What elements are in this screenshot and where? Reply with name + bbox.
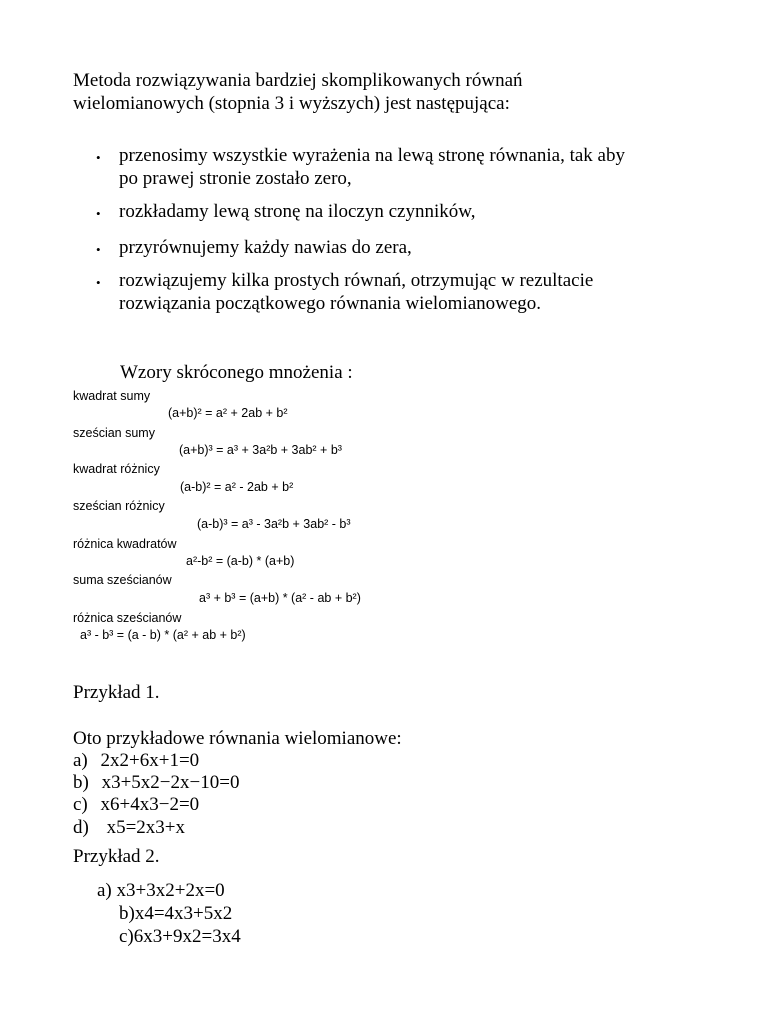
list-item	[119, 144, 625, 190]
bullet-icon: •	[96, 275, 101, 290]
bullet-icon: •	[96, 206, 101, 221]
equation-line	[73, 772, 239, 794]
equation-expression: 2x2+6x+1=0	[100, 750, 200, 771]
formula-name: suma sześcianów	[73, 573, 172, 587]
list-item-line: rozkładamy lewą stronę na iloczyn czynników,	[119, 201, 476, 222]
equation-line	[73, 817, 185, 839]
list-item	[119, 236, 412, 259]
formula-expression: (a-b)³ = a³ - 3a²b + 3ab² - b³	[197, 517, 351, 531]
formula-name: sześcian różnicy	[73, 499, 165, 513]
equation-line: b)x4=4x3+5x2	[119, 903, 233, 924]
equation-label: d)	[73, 817, 89, 838]
equation-label: a)	[73, 750, 88, 771]
formulas-title: Wzory skróconego mnożenia :	[120, 362, 353, 383]
formula-name: kwadrat różnicy	[73, 462, 160, 476]
equation-line	[73, 794, 199, 816]
formula-expression: (a+b)² = a² + 2ab + b²	[168, 406, 288, 420]
formula-expression: a³ + b³ = (a+b) * (a² - ab + b²)	[199, 591, 361, 605]
bullet-icon: •	[96, 242, 101, 257]
intro-line-1: Metoda rozwiązywania bardziej skomplikowanych równań	[73, 70, 523, 91]
formula-name: sześcian sumy	[73, 426, 155, 440]
equation-line: a) x3+3x2+2x=0	[97, 880, 225, 901]
formula-name: różnica kwadratów	[73, 537, 177, 551]
intro-line-2: wielomianowych (stopnia 3 i wyższych) jest następująca:	[73, 93, 510, 114]
example-1-subtitle: Oto przykładowe równania wielomianowe:	[73, 728, 402, 749]
equation-label: b)	[73, 772, 89, 793]
example-1-title: Przykład 1.	[73, 682, 160, 703]
list-item-line: po prawej stronie zostało zero,	[119, 168, 352, 189]
formula-expression: (a-b)² = a² - 2ab + b²	[180, 480, 294, 494]
list-item-line: przenosimy wszystkie wyrażenia na lewą stronę równania, tak aby	[119, 145, 625, 166]
list-item-line: przyrównujemy każdy nawias do zera,	[119, 237, 412, 258]
formula-expression: a²-b² = (a-b) * (a+b)	[186, 554, 295, 568]
bullet-icon: •	[96, 150, 101, 165]
equation-expression: x5=2x3+x	[106, 817, 186, 838]
intro-paragraph	[73, 69, 523, 115]
example-2-title: Przykład 2.	[73, 846, 160, 867]
equation-expression: x6+4x3−2=0	[100, 794, 200, 815]
formula-name: kwadrat sumy	[73, 389, 151, 403]
list-item-line: rozwiązujemy kilka prostych równań, otrzymując w rezultacie	[119, 270, 594, 291]
equation-expression: x3+5x2−2x−10=0	[101, 772, 240, 793]
equation-label: c)	[73, 794, 88, 815]
formula-expression: a³ - b³ = (a - b) * (a² + ab + b²)	[80, 628, 246, 642]
list-item	[119, 269, 593, 315]
equation-line: c)6x3+9x2=3x4	[119, 926, 241, 947]
formula-name: różnica sześcianów	[73, 611, 182, 625]
formula-expression: (a+b)³ = a³ + 3a²b + 3ab² + b³	[179, 443, 342, 457]
list-item	[119, 200, 475, 223]
equation-line	[73, 750, 199, 772]
list-item-line: rozwiązania początkowego równania wielomianowego.	[119, 293, 542, 314]
